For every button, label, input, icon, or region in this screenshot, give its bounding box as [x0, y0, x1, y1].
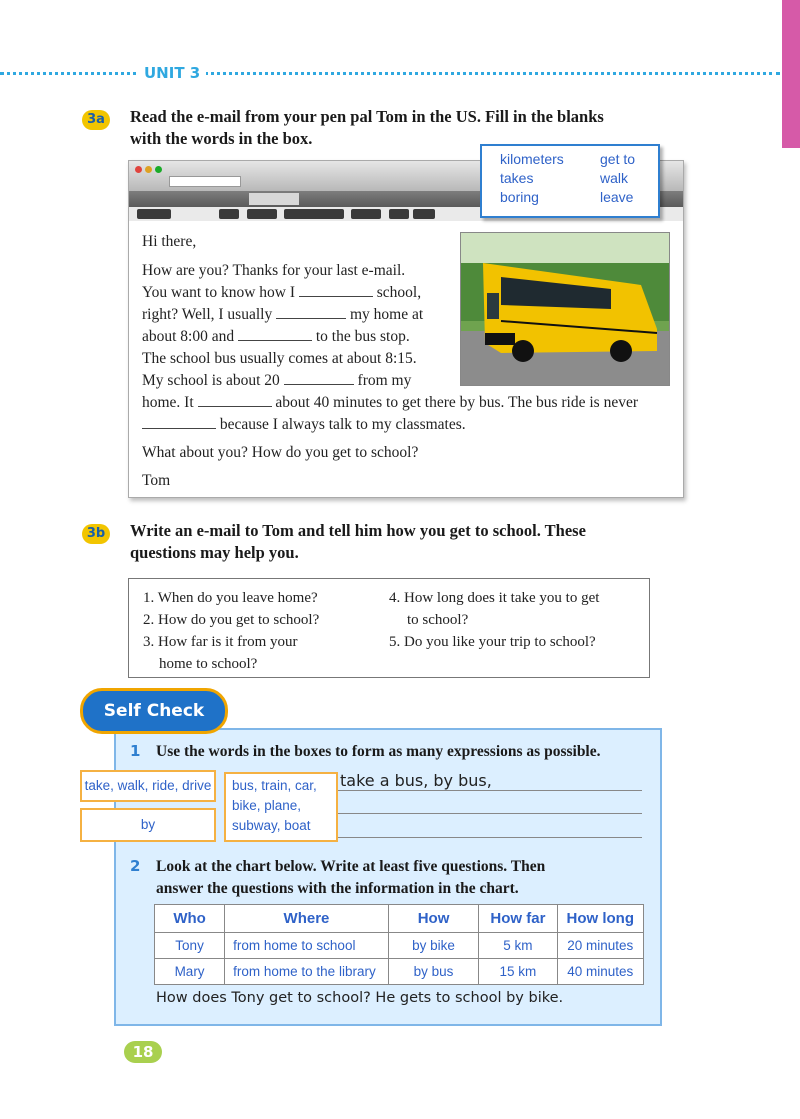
- answer-blank[interactable]: [198, 394, 272, 407]
- toolbar-button: [247, 209, 277, 219]
- side-tab: [782, 0, 800, 148]
- email-signature: Tom: [142, 472, 171, 489]
- email-line: because I always talk to my classmates.: [142, 416, 466, 434]
- question-item: to school?: [407, 612, 469, 628]
- maximize-dot-icon: [155, 166, 162, 173]
- unit-label: UNIT 3: [138, 64, 206, 82]
- vehicles-text: bike, plane,: [232, 798, 302, 813]
- task-1-number: 1: [130, 742, 141, 760]
- answer-blank[interactable]: [276, 306, 346, 319]
- active-tab: [249, 193, 299, 205]
- column-header: Who: [155, 905, 225, 933]
- table-cell: Mary: [155, 959, 225, 985]
- questions-box: [128, 578, 650, 678]
- table-cell: 40 minutes: [557, 959, 643, 985]
- section-3a-instruction-1: Read the e-mail from your pen pal Tom in the US. Fill in the blanks: [130, 107, 604, 126]
- vehicles-box: [224, 772, 338, 842]
- toolbar-button: [284, 209, 344, 219]
- task-2-number: 2: [130, 857, 141, 875]
- table-row: [155, 933, 644, 959]
- word-box-item: kilometers: [500, 151, 564, 167]
- column-header: How: [388, 905, 478, 933]
- by-box: by: [80, 808, 216, 842]
- task-1-instruction: Use the words in the boxes to form as many expressions as possible.: [156, 743, 601, 760]
- email-line: The school bus usually comes at about 8:15.: [142, 350, 417, 367]
- word-box-item: takes: [500, 170, 534, 186]
- answer-line[interactable]: [338, 790, 642, 791]
- toolbar-button: [137, 209, 171, 219]
- minimize-dot-icon: [145, 166, 152, 173]
- travel-chart-table: [154, 904, 644, 985]
- question-item: 1. When do you leave home?: [143, 590, 318, 606]
- word-box-item: walk: [600, 170, 629, 186]
- question-item: 4. How long does it take you to get: [389, 590, 600, 606]
- word-box-item: leave: [600, 189, 634, 205]
- table-header-row: [155, 905, 644, 933]
- question-item: 5. Do you like your trip to school?: [389, 634, 596, 650]
- table-cell: by bike: [388, 933, 478, 959]
- email-line: My school is about 20 from my: [142, 372, 412, 389]
- email-greeting: Hi there,: [142, 233, 197, 250]
- verbs-box: take, walk, ride, drive: [80, 770, 216, 802]
- section-3a-badge: 3a: [82, 110, 110, 130]
- vehicles-text: bus, train, car,: [232, 778, 317, 793]
- school-bus-photo: [460, 232, 670, 386]
- section-3b-instruction-2: questions may help you.: [130, 543, 299, 562]
- task-2-instruction-1: Look at the chart below. Write at least five questions. Then: [156, 858, 546, 875]
- table-row: [155, 959, 644, 985]
- word-box: [480, 144, 660, 218]
- unit-divider: [0, 72, 780, 75]
- column-header: How long: [557, 905, 643, 933]
- table-cell: 15 km: [479, 959, 557, 985]
- table-cell: from home to school: [225, 933, 389, 959]
- answer-blank[interactable]: [142, 416, 216, 429]
- section-3b-instruction-1: Write an e-mail to Tom and tell him how you get to school. These: [130, 521, 586, 540]
- toolbar-button: [351, 209, 381, 219]
- answer-line[interactable]: [338, 813, 642, 814]
- toolbar-button: [219, 209, 239, 219]
- example-answer: How does Tony get to school? He gets to school by bike.: [156, 990, 564, 1006]
- address-bar: [169, 176, 241, 187]
- column-header: How far: [479, 905, 557, 933]
- page-number: 18: [124, 1041, 162, 1063]
- email-line: What about you? How do you get to school?: [142, 444, 419, 461]
- email-line: home. It about 40 minutes to get there by bus. The bus ride is never: [142, 394, 639, 411]
- table-cell: 20 minutes: [557, 933, 643, 959]
- table-cell: Tony: [155, 933, 225, 959]
- answer-line[interactable]: [338, 837, 642, 838]
- column-header: Where: [225, 905, 389, 933]
- word-box-item: get to: [600, 151, 636, 167]
- vehicles-text: subway, boat: [232, 818, 311, 833]
- email-line: You want to know how I school,: [142, 284, 422, 301]
- word-box-item: boring: [500, 189, 539, 205]
- table-cell: 5 km: [479, 933, 557, 959]
- email-line: about 8:00 and to the bus stop.: [142, 328, 410, 345]
- answer-blank[interactable]: [284, 372, 354, 385]
- close-dot-icon: [135, 166, 142, 173]
- table-cell: from home to the library: [225, 959, 389, 985]
- section-3b-badge: 3b: [82, 524, 110, 544]
- question-item: 3. How far is it from your: [143, 634, 298, 650]
- question-item: home to school?: [159, 656, 258, 672]
- task-2-instruction-2: answer the questions with the information in the chart.: [156, 880, 519, 897]
- email-line: right? Well, I usually my home at: [142, 306, 424, 323]
- handwritten-answer: take a bus, by bus,: [340, 771, 492, 790]
- toolbar-button: [413, 209, 435, 219]
- self-check-title: Self Check: [80, 688, 228, 734]
- email-line: How are you? Thanks for your last e-mail.: [142, 262, 406, 279]
- toolbar-button: [389, 209, 409, 219]
- question-item: 2. How do you get to school?: [143, 612, 320, 628]
- section-3a-instruction-2: with the words in the box.: [130, 129, 313, 148]
- table-cell: by bus: [388, 959, 478, 985]
- answer-blank[interactable]: [238, 328, 312, 341]
- answer-blank[interactable]: [299, 284, 373, 297]
